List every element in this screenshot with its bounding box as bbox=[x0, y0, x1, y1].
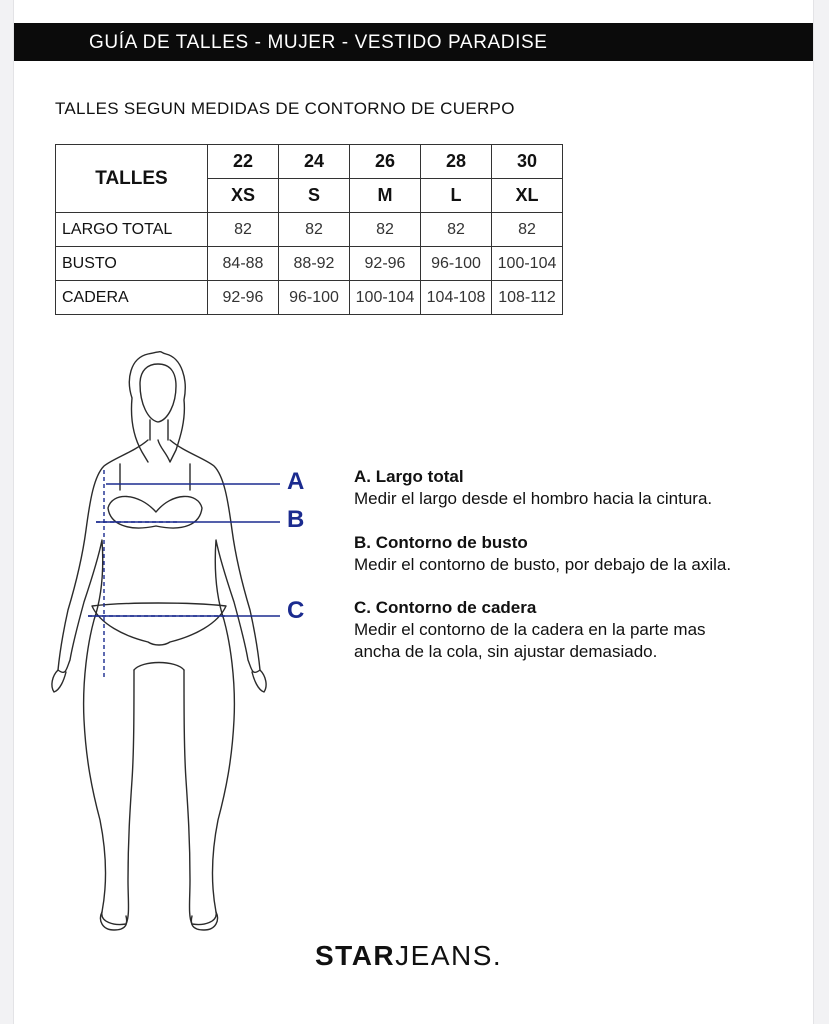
table-row bbox=[56, 281, 563, 315]
torso-outline bbox=[58, 440, 148, 925]
size-number: 24 bbox=[279, 145, 350, 179]
table-cell: 88-92 bbox=[279, 247, 350, 281]
marker-letter-b: B bbox=[287, 506, 305, 533]
bra-strap bbox=[120, 464, 190, 490]
row-label: BUSTO bbox=[56, 247, 208, 281]
table-cell: 82 bbox=[492, 213, 563, 247]
size-number: 26 bbox=[350, 145, 421, 179]
table-cell: 100-104 bbox=[492, 247, 563, 281]
table-cell: 82 bbox=[279, 213, 350, 247]
crotch-outline bbox=[134, 663, 184, 671]
measure-b-title: B. Contorno de busto bbox=[354, 533, 528, 552]
size-table bbox=[55, 144, 563, 315]
measure-c-title: C. Contorno de cadera bbox=[354, 598, 537, 617]
table-cell: 82 bbox=[421, 213, 492, 247]
table-row bbox=[56, 213, 563, 247]
table-cell: 92-96 bbox=[208, 281, 279, 315]
measure-c-text-line2: ancha de la cola, sin ajustar demasiado. bbox=[354, 642, 658, 661]
table-cell: 108-112 bbox=[492, 281, 563, 315]
marker-letter-c: C bbox=[287, 597, 305, 624]
row-label: LARGO TOTAL bbox=[56, 213, 208, 247]
table-cell: 82 bbox=[208, 213, 279, 247]
measure-c-text-line1: Medir el contorno de la cadera en la parte mas bbox=[354, 620, 706, 639]
title-bar bbox=[14, 23, 813, 61]
brand-logo-bold: STAR bbox=[315, 940, 396, 971]
measure-a-title: A. Largo total bbox=[354, 467, 464, 486]
table-cell: 96-100 bbox=[421, 247, 492, 281]
table-corner-label: TALLES bbox=[56, 145, 208, 213]
size-number-row bbox=[56, 145, 563, 179]
table-subtitle: TALLES SEGUN MEDIDAS DE CONTORNO DE CUERPO bbox=[55, 99, 515, 118]
size-letter: L bbox=[421, 179, 492, 213]
brand-logo bbox=[315, 940, 502, 972]
left-hand bbox=[52, 670, 66, 692]
bra-outline bbox=[108, 496, 202, 528]
table-cell: 92-96 bbox=[350, 247, 421, 281]
table-cell: 84-88 bbox=[208, 247, 279, 281]
measure-a-text: Medir el largo desde el hombro hacia la cintura. bbox=[354, 489, 713, 508]
page-title: GUÍA DE TALLES - MUJER - VESTIDO PARADISE bbox=[89, 32, 548, 53]
briefs-outline bbox=[92, 603, 226, 645]
table-cell: 100-104 bbox=[350, 281, 421, 315]
torso-outline-right bbox=[170, 440, 260, 925]
size-letter: XS bbox=[208, 179, 279, 213]
left-foot bbox=[101, 912, 127, 930]
brand-logo-light: JEANS. bbox=[395, 940, 503, 971]
measure-b-text: Medir el contorno de busto, por debajo de la axila. bbox=[354, 555, 732, 574]
table-cell: 82 bbox=[350, 213, 421, 247]
size-number: 28 bbox=[421, 145, 492, 179]
size-letter: S bbox=[279, 179, 350, 213]
neck-outline bbox=[150, 420, 168, 440]
measure-c-description bbox=[354, 597, 706, 663]
size-letter: M bbox=[350, 179, 421, 213]
measure-a-description bbox=[354, 466, 712, 510]
face-outline bbox=[140, 364, 176, 422]
marker-letter-a: A bbox=[287, 468, 305, 495]
measure-b-description bbox=[354, 532, 731, 576]
body-measurement-figure bbox=[30, 340, 320, 940]
size-letter: XL bbox=[492, 179, 563, 213]
row-label: CADERA bbox=[56, 281, 208, 315]
table-cell: 104-108 bbox=[421, 281, 492, 315]
table-cell: 96-100 bbox=[279, 281, 350, 315]
right-hand bbox=[252, 670, 266, 692]
table-row bbox=[56, 247, 563, 281]
size-number: 22 bbox=[208, 145, 279, 179]
right-foot bbox=[191, 912, 217, 930]
size-number: 30 bbox=[492, 145, 563, 179]
